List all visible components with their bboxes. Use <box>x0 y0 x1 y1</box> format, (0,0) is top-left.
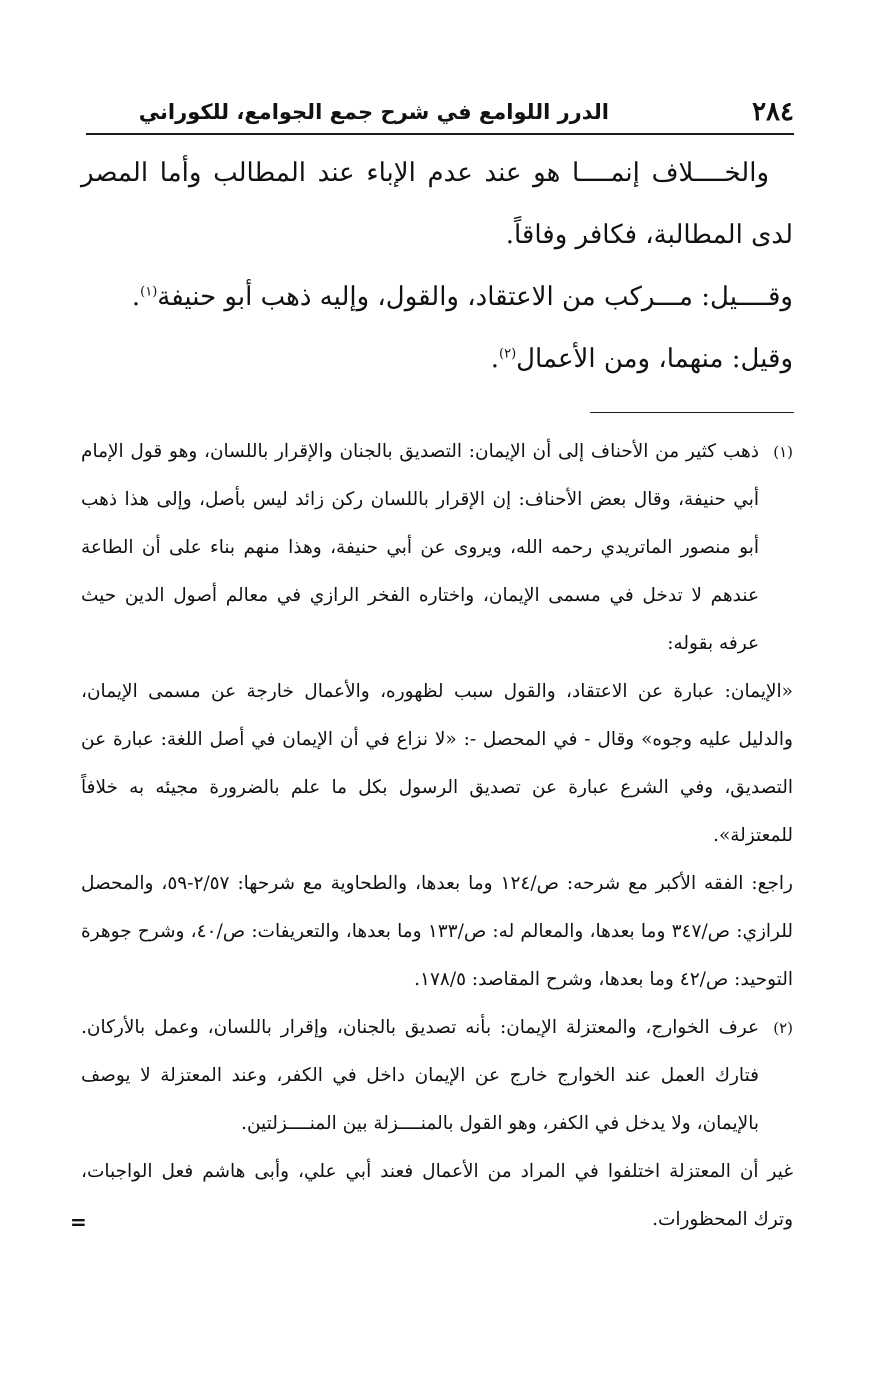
page-number: ٢٨٤ <box>752 97 794 127</box>
footnote-2 <box>81 1004 793 1148</box>
footnote-quote: «الإيمان: عبارة عن الاعتقاد، والقول سبب لظهوره، والأعمال خارجة عن مسمى الإيمان، والدليل عليه وجوه» وقال - في المحصل -: «لا نزاع في أن الإيمان في أصل اللغة: عبارة عن التصديق، وفي الشرع عبارة عن تصديق الرسول بكل ما علم بالضرورة مجيئه به خلافاً للمعتزلة». <box>81 681 793 846</box>
footnote-text: ذهب كثير من الأحناف إلى أن الإيمان: التصديق بالجنان والإقرار باللسان، وهو قول الإمام أبي حنيفة، وقال بعض الأحناف: إن الإقرار باللسان ركن زائد ليس بأصل، وإلى هذا ذهب أبو منصور الماتريدي رحمه الله، ويروى عن أبي حنيفة، وهذا منهم بناء على أن الطاعة عندهم لا تدخل في مسمى الإيمان، واختاره الفخر الرازي في معالم أصول الدين حيث عرفه بقوله: <box>81 441 759 654</box>
page-header <box>86 92 794 132</box>
footnote-ref: (٢) <box>499 346 517 362</box>
main-paragraph: وقيل: منهما، ومن الأعمال$^{(٢)}$. <box>490 344 793 374</box>
footnote-continuation: غير أن المعتزلة اختلفوا في المراد من الأعمال فعند أبي علي، وأبى هاشم فعل الواجبات، وترك المحظورات. <box>81 1161 793 1230</box>
main-paragraph: والخــــلاف إنمــــا هو عند عدم الإباء عند المطالب وأما المصر لدى المطالبة، فكافر وفاقاً. <box>81 158 793 250</box>
footnotes <box>81 428 793 1244</box>
running-title: الدرر اللوامع في شرح جمع الجوامع، للكوراني <box>138 100 609 124</box>
main-paragraph: وقــــيل: مـــركب من الاعتقاد، والقول، وإليه ذهب أبو حنيفة$^{(١)}$. <box>131 282 793 312</box>
main-text-2 <box>81 266 793 390</box>
header-rule <box>86 133 794 135</box>
footnote-text: عرف الخوارج، والمعتزلة الإيمان: بأنه تصديق بالجنان، وإقرار باللسان، وعمل بالأركان. فتارك العمل عند الخوارج خارج عن الإيمان داخل في الكفر، وعند المعتزلة لا يوصف بالإيمان، ولا يدخل في الكفر، وهو القول بالمنــــزلة بين المنــــزلتين. <box>81 1017 759 1134</box>
footnote-number: (١) <box>773 443 793 461</box>
footnote-number: (٢) <box>773 1019 793 1037</box>
footnote-separator <box>590 412 794 413</box>
footnote-ref: (١) <box>140 284 158 300</box>
continuation-mark: = <box>70 1210 87 1234</box>
footnote-1 <box>81 428 793 668</box>
main-text <box>81 142 793 266</box>
main-line: وقــــيل: مـــركب من الاعتقاد، والقول، وإليه ذهب أبو حنيفة <box>157 282 793 312</box>
main-line: وقيل: منهما، ومن الأعمال <box>516 344 793 374</box>
footnote-references: راجع: الفقه الأكبر مع شرحه: ص/١٢٤ وما بعدها، والطحاوية مع شرحها: ٢/٥٧-٥٩، والمحصل للرازي: ص/٣٤٧ وما بعدها، والمعالم له: ص/١٣٣ وما بعدها، والتعريفات: ص/٤٠، وشرح جوهرة التوحيد: ص/٤٢ وما بعدها، وشرح المقاصد: ١٧٨/٥. <box>81 873 794 990</box>
